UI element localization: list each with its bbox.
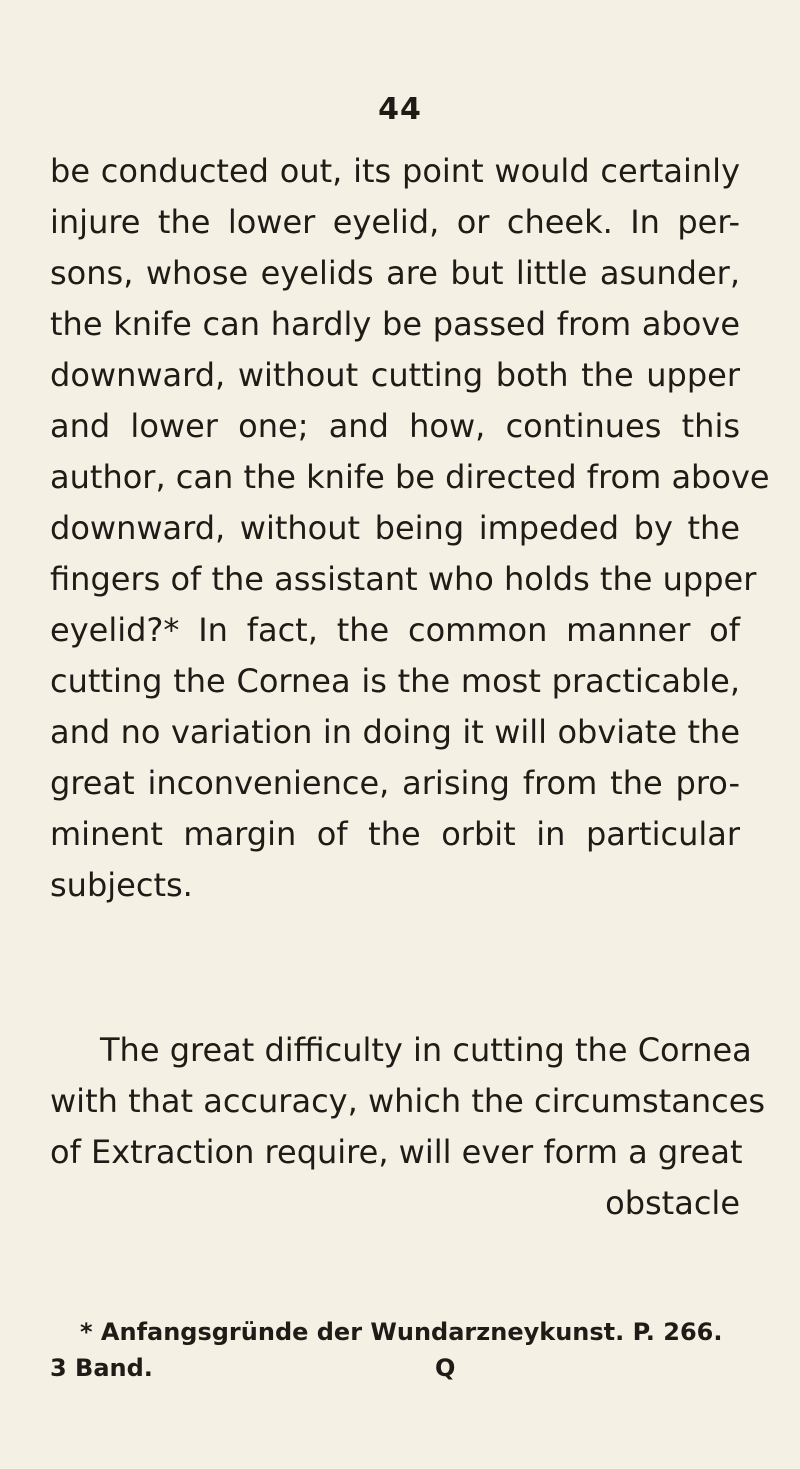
text-line: eyelid?* In fact, the common manner of	[50, 611, 740, 649]
text-line: with that accuracy, which the circumstances	[50, 1082, 766, 1120]
signature-mark: Q	[435, 1354, 456, 1382]
text-line: the knife can hardly be passed from above	[50, 305, 740, 343]
text-line: The great difficulty in cutting the Cornea	[100, 1031, 752, 1069]
catchword: obstacle	[605, 1184, 740, 1222]
footnote	[50, 1315, 740, 1349]
page-number: 44	[378, 92, 422, 127]
text-line: author, can the knife be directed from above	[50, 458, 770, 496]
text-line: sons, whose eyelids are but little asunder,	[50, 254, 740, 292]
text-line: minent margin of the orbit in particular	[50, 815, 740, 853]
text-line: fingers of the assistant who holds the upper	[50, 560, 757, 598]
text-line: and lower one; and how, continues this	[50, 407, 740, 445]
text-line: downward, without being impeded by the	[50, 509, 740, 547]
paragraph-1	[50, 146, 770, 911]
text-line: injure the lower eyelid, or cheek. In per-	[50, 203, 740, 241]
text-line: great inconvenience, arising from the pro-	[50, 764, 740, 802]
text-line: be conducted out, its point would certainly	[50, 152, 740, 190]
text-line: subjects.	[50, 866, 193, 904]
text-line: of Extraction require, will ever form a great	[50, 1133, 743, 1171]
text-line: cutting the Cornea is the most practicable,	[50, 662, 740, 700]
footnote-text: * Anfangsgründe der Wundarzneykunst. P. 266.	[80, 1318, 723, 1346]
paragraph-2	[50, 1025, 766, 1229]
volume-mark: 3 Band.	[50, 1354, 153, 1382]
text-line: downward, without cutting both the upper	[50, 356, 740, 394]
text-line: and no variation in doing it will obviate the	[50, 713, 740, 751]
